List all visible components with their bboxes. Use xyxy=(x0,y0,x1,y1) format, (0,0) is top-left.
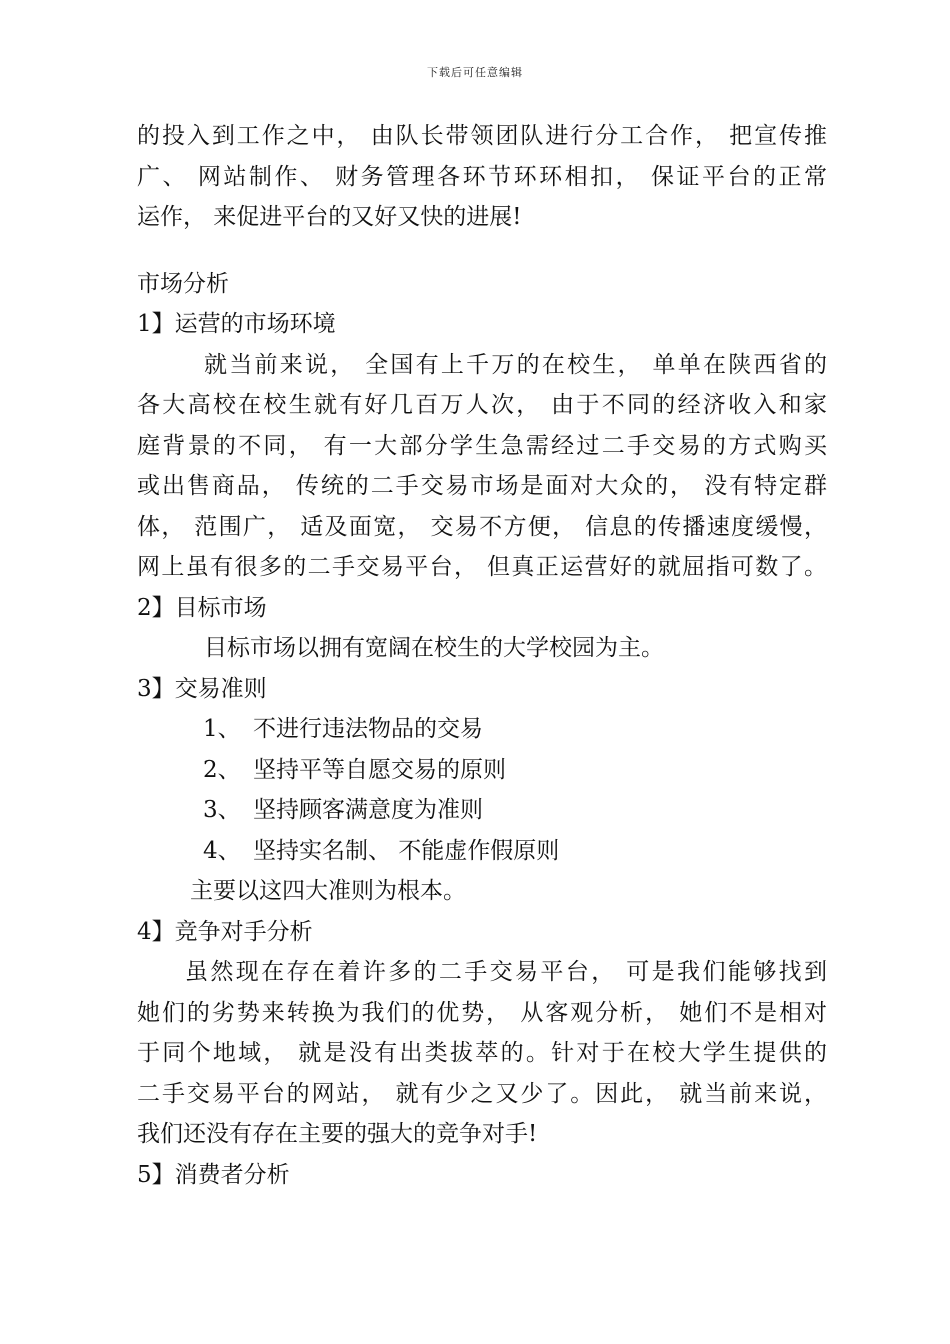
target-market-text: 目标市场以拥有宽阔在校生的大学校园为主。 xyxy=(204,635,664,661)
list-item-text: 坚持平等自愿交易的原则 xyxy=(253,756,506,783)
heading-competitor-analysis: 4】竞争对手分析 xyxy=(137,918,313,945)
trading-rules-list xyxy=(137,709,827,871)
heading-consumer-analysis: 5】消费者分析 xyxy=(137,1161,290,1188)
paragraph-line: 她们的劣势来转换为我们的优势， 从客观分析， 她们不是相对 xyxy=(137,999,827,1026)
list-item-number: 2、 xyxy=(203,756,241,783)
intro-paragraph xyxy=(137,116,827,238)
list-item-number: 3、 xyxy=(203,797,241,823)
page-header: 下载后可任意编辑 xyxy=(427,66,523,79)
paragraph-line: 虽然现在存在着许多的二手交易平台， 可是我们能够找到 xyxy=(185,959,827,985)
paragraph-line: 各大高校在校生就有好几百万人次， 由于不同的经济收入和家 xyxy=(137,392,827,418)
paragraph-line: 庭背景的不同， 有一大部分学生急需经过二手交易的方式购买 xyxy=(137,432,827,459)
paragraph-line: 体， 范围广， 适及面宽， 交易不方便， 信息的传播速度缓慢， xyxy=(137,513,827,540)
paragraph-line: 于同个地域， 就是没有出类拔萃的。针对于在校大学生提供的 xyxy=(137,1040,827,1066)
paragraph-line: 我们还没有存在主要的强大的竞争对手! xyxy=(137,1121,538,1147)
document-body xyxy=(137,116,827,1195)
paragraph-line: 网上虽有很多的二手交易平台， 但真正运营好的就屈指可数了。 xyxy=(137,554,827,580)
intro-line: 运作， 来促进平台的又好又快的进展! xyxy=(137,204,522,230)
paragraph-line: 就当前来说， 全国有上千万的在校生， 单单在陕西省的 xyxy=(204,351,827,378)
list-item-text: 不进行违法物品的交易 xyxy=(253,716,483,742)
list-item-text: 坚持实名制、 不能虚作假原则 xyxy=(253,837,560,864)
list-item-number: 1、 xyxy=(203,716,241,742)
intro-line: 广、 网站制作、 财务管理各环节环环相扣， 保证平台的正常 xyxy=(137,163,827,190)
paragraph-line: 二手交易平台的网站， 就有少之又少了。因此， 就当前来说， xyxy=(137,1080,827,1107)
paragraph-line: 或出售商品， 传统的二手交易市场是面对大众的， 没有特定群 xyxy=(137,473,827,499)
intro-line: 的投入到工作之中， 由队长带领团队进行分工合作， 把宣传推 xyxy=(137,123,827,149)
heading-target-market: 2】目标市场 xyxy=(137,594,267,621)
list-item xyxy=(137,831,827,872)
list-item xyxy=(137,750,827,791)
list-item xyxy=(137,709,827,750)
heading-market-environment: 1】运营的市场环境 xyxy=(137,311,336,337)
heading-trading-rules: 3】交易准则 xyxy=(137,675,267,702)
list-item-number: 4、 xyxy=(203,837,241,864)
paragraph-gap xyxy=(137,238,827,264)
competitor-analysis-paragraph xyxy=(137,952,827,1155)
list-item xyxy=(137,790,827,831)
market-environment-paragraph xyxy=(137,345,827,588)
list-item-text: 坚持顾客满意度为准则 xyxy=(253,797,483,823)
section-title: 市场分析 xyxy=(137,270,229,297)
trading-rules-summary: 主要以这四大准则为根本。 xyxy=(190,878,466,904)
